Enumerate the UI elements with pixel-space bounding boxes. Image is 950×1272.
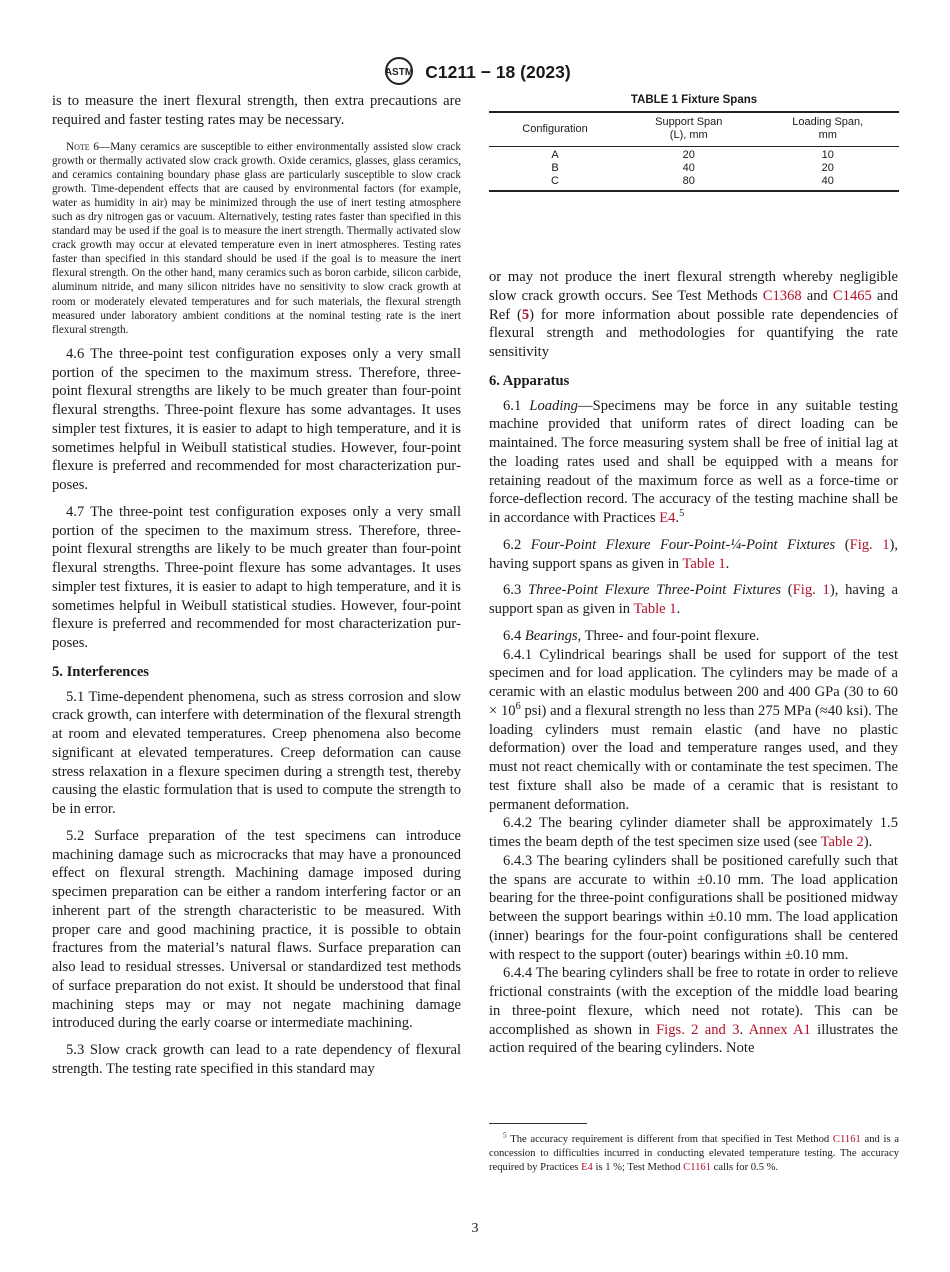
table-row bbox=[489, 175, 899, 191]
reference-link[interactable]: C1368 bbox=[762, 287, 802, 304]
text-run: 6.2 bbox=[503, 536, 531, 553]
reference-link[interactable]: E4 bbox=[659, 510, 676, 526]
paragraph bbox=[52, 688, 461, 819]
text-run: 6.4.4 The bearing cylinders shall be free to rotate in order to relieve frictional constraints (with the exception of the middle load bearing in three-point flexure, which need not rotate). This can be accomplished as shown in bbox=[489, 965, 898, 1038]
text-run: 6.3 bbox=[503, 582, 528, 599]
footnote-marker: 5 bbox=[679, 508, 685, 520]
left-column bbox=[52, 92, 461, 1079]
table-cell: 80 bbox=[682, 175, 695, 187]
text-run: 6—Many ceramics are susceptible to either environmentally assisted slow crack growth or thermally activated slow crack growth. Oxide ceramics, glasses, glass ceramics, and ceramics containing boundary phase glass are particularly susceptible to slow crack growth. Time-dependent effects that are caused by environmental factors (for example, water as humidity in air) may be minimized through the use of inert testing atmosphere such as dry nitrogen gas or vacuum. Alternatively, testing rates faster than specified in this standard may be used if the goal is to measure the inert strength. Thermally activated slow crack growth may occur at elevated temperature even in inert atmospheres. Testing rates faster than specified in this standard should be used if the goal is to measure the inert flexural strength. On the other hand, many ceramics such as boron carbide, silicon carbide, aluminum nitride, and many silicon nitrides have no sensitivity to slow crack growth at room or moderately elevated temperatures and for such materials, the flexural strength measured under laboratory ambient conditions at the nominal testing rate is the inert flexural strength. bbox=[52, 140, 461, 336]
text-run: illustrates the action required of the bearing cylinders. Note bbox=[489, 1021, 899, 1057]
text-run: and bbox=[801, 287, 833, 304]
paragraph bbox=[52, 345, 461, 495]
text-run: 4.6 The three-point test configuration exposes only a very small portion of the specimen to the maximum stress. Therefore, three-point flexural strengths are likely to be much greater than four-point flexural strengths. Three-point flexure has some advantages. It uses simpler test fixtures, it is easier to adapt to high temperature, and it is sometimes helpful in Weibull statistical studies. However, four-point flexure is preferred and recommended for most characterization purposes. bbox=[52, 345, 461, 494]
text-run: The accuracy requirement is different from that specified in Test Method bbox=[506, 1134, 833, 1145]
text-run: ), having a support span as given in bbox=[489, 582, 898, 617]
right-column bbox=[489, 268, 898, 1058]
note-paragraph bbox=[52, 140, 461, 337]
text-run: 6.4.1 Cylindrical bearings shall be used for support of the test specimen and for load application. The cylinders may be made of a ceramic with an elastic modulus between 200 and 400 GPa (30 to 60 × 10 bbox=[489, 646, 898, 719]
text-run: 5.3 Slow crack growth can lead to a rate dependency of flexural strength. The testing rate specified in this standard may bbox=[52, 1042, 461, 1077]
text-run: 6. Apparatus bbox=[489, 372, 570, 389]
table-title: TABLE 1 Fixture Spans bbox=[630, 94, 758, 106]
paragraph bbox=[52, 92, 461, 130]
table-cell: B bbox=[551, 162, 559, 174]
section-heading bbox=[489, 372, 898, 391]
table-row bbox=[489, 162, 899, 175]
text-run: 6.4.2 The bearing cylinder diameter shall be approximately 1.5 times the beam depth of the test specimen size used (see bbox=[489, 815, 898, 850]
text-run: ). bbox=[863, 834, 873, 850]
text-run: . bbox=[725, 555, 730, 572]
reference-link[interactable]: Annex A1 bbox=[748, 1021, 811, 1038]
text-run: ), having support spans as given in bbox=[489, 536, 899, 572]
paragraph bbox=[489, 627, 898, 646]
footnote-marker: 6 bbox=[515, 700, 521, 712]
page-number: 3 bbox=[471, 1221, 479, 1236]
table-cell: 20 bbox=[682, 149, 695, 161]
text-run: —Specimens may be force in any suitable testing machine provided that uniform rates of direct loading can be maintained. The force measuring system shall be free of initial lag at the loading rates used and shall be equipped with a means for retaining readout of the maximum force as well as a force-time or force-deflection record. The accuracy of the testing machine shall be in accordance with Practices bbox=[489, 397, 898, 526]
text-run: ( bbox=[781, 582, 793, 599]
text-run: or may not produce the inert flexural strength whereby negligible slow crack growth occurs. See Test Methods bbox=[489, 269, 898, 304]
reference-link[interactable]: Fig. 1 bbox=[849, 536, 890, 553]
text-run: Note bbox=[66, 140, 90, 153]
reference-link[interactable]: C1161 bbox=[832, 1134, 861, 1145]
text-run: 6.4.3 The bearing cylinders shall be positioned carefully such that the spans are accurate to within ±0.10 mm. The load application bearing for the three-point configurations shall be positioned midway between the support bearings within ±0.10 mm. The load application (inner) bearings for the four-point configurations shall be centered with respect to the support (outer) bearings within ±0.10 mm. bbox=[489, 852, 898, 963]
reference-link[interactable]: Figs. 2 and 3 bbox=[656, 1021, 740, 1038]
reference-link[interactable]: Table 2 bbox=[820, 834, 864, 850]
table-cell: 40 bbox=[821, 175, 834, 187]
footnote-marker: 5 bbox=[503, 1130, 507, 1140]
text-run: Three-Point Flexure Three-Point Fixtures bbox=[527, 582, 782, 599]
table-cell: A bbox=[551, 149, 559, 161]
text-run: 6.4 bbox=[503, 627, 525, 644]
text-run: ) for more information about possible rate dependencies of flexural strength and methodologies for quantifying the rate sensitivity bbox=[489, 306, 898, 360]
text-run: Loading bbox=[529, 397, 578, 414]
text-run: . bbox=[739, 1021, 749, 1038]
text-run: ( bbox=[835, 536, 850, 553]
text-run: . bbox=[675, 510, 680, 526]
text-run: 5. Interferences bbox=[52, 663, 149, 680]
paragraph bbox=[489, 397, 898, 528]
text-run: Bearings, bbox=[524, 627, 582, 644]
text-run: . bbox=[676, 601, 681, 617]
table-cell: 10 bbox=[821, 149, 834, 161]
table-cell: 40 bbox=[682, 162, 695, 174]
section-heading bbox=[52, 663, 461, 682]
astm-logo-icon bbox=[379, 56, 419, 91]
text-run: is 1 %; Test Method bbox=[592, 1162, 684, 1173]
paragraph bbox=[52, 503, 461, 653]
reference-link[interactable]: C1465 bbox=[832, 287, 872, 304]
reference-link[interactable]: Table 1 bbox=[633, 601, 677, 617]
reference-link[interactable]: 5 bbox=[521, 306, 530, 323]
paragraph bbox=[489, 536, 898, 574]
reference-link[interactable]: Table 1 bbox=[682, 555, 726, 572]
paragraph bbox=[52, 827, 461, 1033]
paragraph bbox=[489, 646, 898, 815]
reference-link[interactable]: E4 bbox=[581, 1162, 593, 1173]
text-run: and is a concession to difficulties incurred in conducting elevated temperature testing. The accuracy required by Practices bbox=[489, 1134, 899, 1173]
text-run: calls for 0.5 %. bbox=[711, 1162, 779, 1173]
text-run: 6.1 bbox=[503, 397, 530, 414]
text-run: 4.7 The three-point test configuration exposes only a very small portion of the specimen to the maximum stress. Therefore, three-point flexural strengths are likely to be much greater than four-point flexural strengths. Three-point flexure has some advantages. It uses simpler test fixtures, it is easier to adapt to high temperature, and it is sometimes helpful in Weibull statistical studies. However, four-point flexure is preferred and recommended for most characterization purposes. bbox=[52, 503, 461, 652]
reference-link[interactable]: Fig. 1 bbox=[792, 582, 830, 599]
document-designation: C1211 − 18 (2023) bbox=[425, 62, 571, 83]
table-row bbox=[489, 147, 899, 163]
table-cell: 20 bbox=[821, 162, 834, 174]
text-run: 5.1 Time-dependent phenomena, such as stress corrosion and slow crack growth, can interfere with determination of the flexural strength at room and elevated temperatures. Creep phenomena also become significant at elevated temperatures. Creep deformation can cause stress relaxation in a flexure specimen during a strength test, thereby causing the elastic formulation that is used to compute the strength to be in error. bbox=[52, 688, 461, 818]
paragraph bbox=[489, 581, 898, 619]
text-run: 5.2 Surface preparation of the test specimens can introduce machining damage such as microcracks that may have a pronounced effect on flexural strength. Machining damage imposed during specimen preparation can be either a random interfering factor or an inherent part of the strength characteristic to be measured. With proper care and good machining practice, it is possible to obtain fractures from the material’s natural flaws. Surface preparation can also lead to residual stresses. Universal or standardized test methods of surface preparation do not exist. It should be understood that final machining steps may or may not negate machining damage introduced during the early coarse or intermediate machining. bbox=[52, 827, 461, 1032]
reference-link[interactable]: C1161 bbox=[683, 1162, 712, 1173]
col-header-support-span: Support Span (L), mm bbox=[655, 116, 723, 141]
text-run: Four-Point Flexure Four-Point-¼-Point Fixtures bbox=[530, 536, 836, 553]
footnote-divider bbox=[489, 1123, 587, 1124]
text-run: psi) and a flexural strength no less than 275 MPa (≈40 ksi). The loading cylinders must remain elastic (and have no plastic deformation) over the load and temperature ranges used, and they must not react chemically with or contaminate the test specimen. The test fixture shall also be made of a ceramic that is resistant to permanent deformation. bbox=[489, 702, 898, 813]
text-run: and Ref ( bbox=[489, 287, 898, 323]
footnote-5 bbox=[489, 1130, 899, 1175]
paragraph bbox=[52, 1041, 461, 1079]
paragraph bbox=[489, 814, 898, 852]
table-cell: C bbox=[551, 175, 559, 187]
paragraph bbox=[489, 852, 898, 965]
paragraph bbox=[489, 268, 898, 362]
text-run: is to measure the inert flexural strength, then extra precautions are required and faster testing rates may be necessary. bbox=[52, 93, 461, 128]
text-run: Three- and four-point flexure. bbox=[581, 627, 760, 644]
page-header bbox=[0, 56, 950, 91]
svg-text:ASTM: ASTM bbox=[385, 67, 414, 78]
paragraph bbox=[489, 964, 898, 1058]
col-header-configuration: Configuration bbox=[522, 122, 588, 135]
table-1-fixture-spans bbox=[489, 94, 899, 192]
col-header-loading-span: Loading Span, mm bbox=[792, 116, 864, 141]
